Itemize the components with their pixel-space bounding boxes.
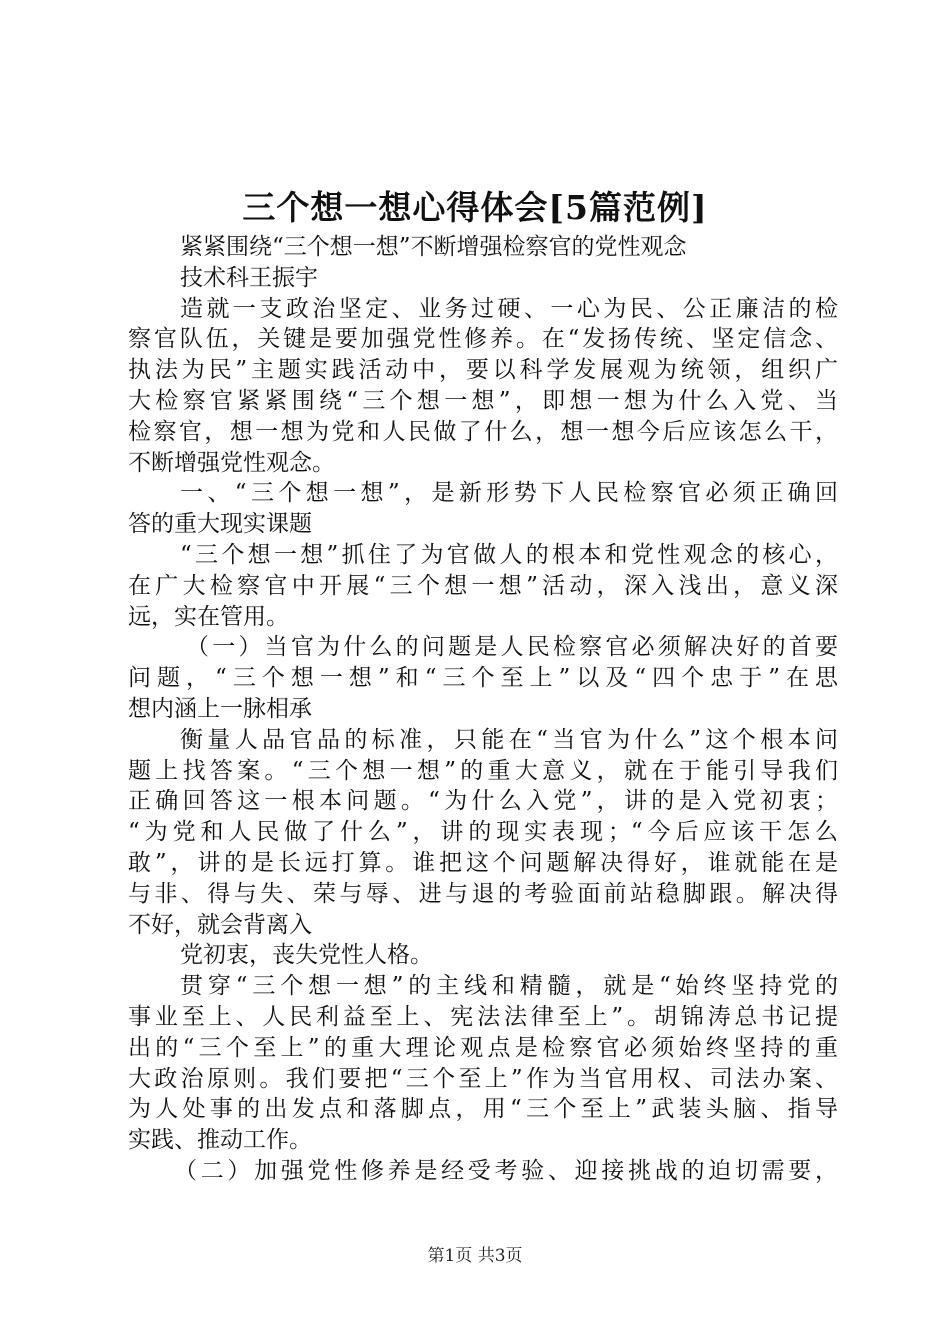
paragraph-line: 执法为民”主题实践活动中，要以科学发展观为统领，组织广 <box>128 357 838 384</box>
paragraph-line: 为人处事的出发点和落脚点，用“三个至上”武装头脑、指导 <box>128 1096 838 1123</box>
paragraph-line: 在广大检察官中开展“三个想一想”活动，深入浅出，意义深 <box>128 572 838 599</box>
page-number-footer: 第1页 共3页 <box>427 1246 523 1266</box>
paragraph-line: 党初衷，丧失党性人格。 <box>180 942 433 969</box>
paragraph-line: 不断增强党性观念。 <box>128 449 335 476</box>
paragraph-line: 衡量人品官品的标准，只能在“当官为什么”这个根本问 <box>180 726 838 753</box>
author-line: 技术科王振宇 <box>180 264 318 291</box>
subsection-heading-line: （二）加强党性修养是经受考验、迎接挑战的迫切需要， <box>174 1157 838 1184</box>
paragraph-line: 敢”，讲的是长远打算。谁把这个问题解决得好，谁就能在是 <box>128 849 838 876</box>
paragraph-line: “为党和人民做了什么”，讲的现实表现；“今后应该干怎么 <box>128 819 838 846</box>
subsection-heading-line: 问题，“三个想一想”和“三个至上”以及“四个忠于”在思 <box>128 665 838 692</box>
document-title: 三个想一想心得体会[5篇范例] <box>242 188 708 227</box>
paragraph-line: 事业至上、人民利益至上、宪法法律至上”。胡锦涛总书记提 <box>128 1003 838 1030</box>
subtitle-line: 紧紧围绕“三个想一想”不断增强检察官的党性观念 <box>180 234 687 260</box>
paragraph-line: “三个想一想”抓住了为官做人的根本和党性观念的核心， <box>180 541 838 568</box>
paragraph-line: 实践、推动工作。 <box>128 1127 312 1154</box>
paragraph-line: 检察官，想一想为党和人民做了什么，想一想今后应该怎么干， <box>128 418 838 445</box>
paragraph-line: 不好，就会背离入 <box>128 911 312 938</box>
paragraph-line: 出的“三个至上”的重大理论观点是检察官必须始终坚持的重 <box>128 1034 838 1061</box>
paragraph-line: 与非、得与失、荣与辱、进与退的考验面前站稳脚跟。解决得 <box>128 880 838 907</box>
paragraph-line: 题上找答案。“三个想一想”的重大意义，就在于能引导我们 <box>128 757 838 784</box>
paragraph-line: 贯穿“三个想一想”的主线和精髓，就是“始终坚持党的 <box>180 973 838 1000</box>
subsection-heading-line: （一）当官为什么的问题是人民检察官必须解决好的首要 <box>186 634 838 661</box>
paragraph-line: 察官队伍，关键是要加强党性修养。在“发扬传统、坚定信念、 <box>128 326 838 353</box>
section-heading-line: 一、“三个想一想”，是新形势下人民检察官必须正确回 <box>180 480 838 507</box>
paragraph-line: 正确回答这一根本问题。“为什么入党”，讲的是入党初衷； <box>128 788 838 815</box>
paragraph-line: 大政治原则。我们要把“三个至上”作为当官用权、司法办案、 <box>128 1065 838 1092</box>
document-body <box>128 232 838 1187</box>
subsection-heading-line: 想内涵上一脉相承 <box>128 695 312 722</box>
paragraph-line: 造就一支政治坚定、业务过硬、一心为民、公正廉洁的检 <box>180 295 838 322</box>
section-heading-line: 答的重大现实课题 <box>128 511 312 538</box>
paragraph-line: 大检察官紧紧围绕“三个想一想”，即想一想为什么入党、当 <box>128 387 838 414</box>
paragraph-line: 远，实在管用。 <box>128 603 289 630</box>
